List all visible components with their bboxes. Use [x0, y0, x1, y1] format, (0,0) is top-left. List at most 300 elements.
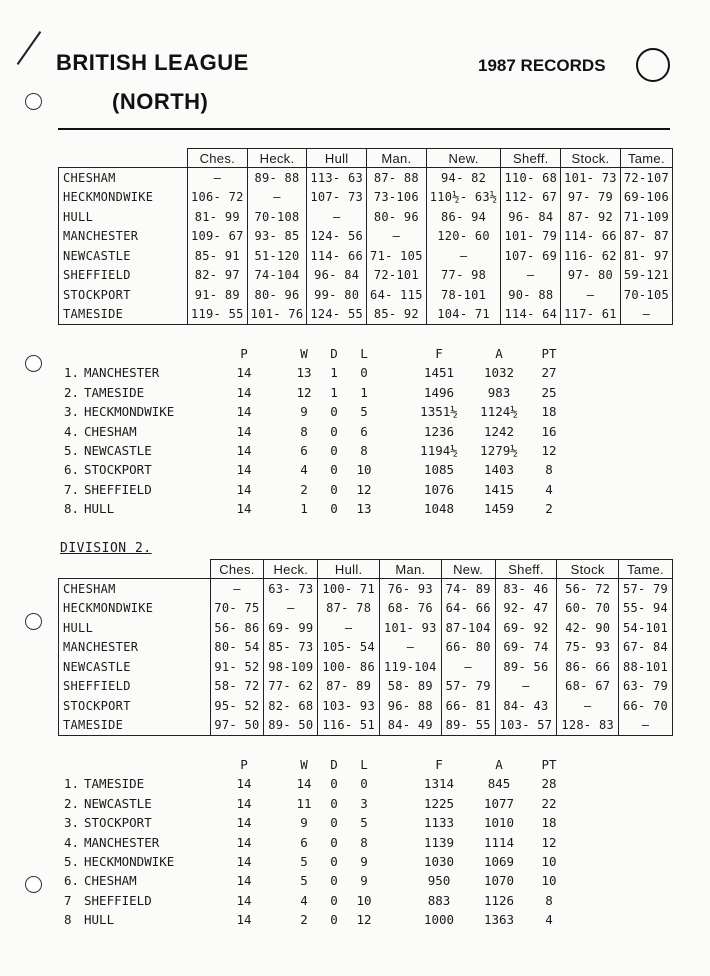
table-row	[59, 618, 673, 638]
result-cell: 68- 76	[380, 599, 442, 619]
result-cell: 82- 68	[264, 696, 318, 716]
standings-w: 14	[296, 776, 312, 792]
column-header: Ches.	[187, 149, 247, 168]
standings-a: 1415	[483, 481, 515, 497]
result-cell: 81- 99	[187, 207, 247, 227]
result-cell: 76- 93	[380, 579, 442, 599]
result-cell: 64- 66	[441, 599, 495, 619]
result-cell: 100- 71	[318, 579, 380, 599]
result-cell: 124- 55	[307, 305, 367, 325]
standings-a: 1459	[483, 501, 515, 517]
table-row	[59, 579, 673, 599]
standings-row	[64, 835, 584, 854]
standings-pos: 5.	[64, 853, 80, 869]
standings-d: 0	[330, 815, 338, 831]
result-cell: 57- 79	[619, 579, 673, 599]
standings-team: HULL	[84, 501, 115, 517]
standings-pos: 4.	[64, 423, 80, 439]
matrix-corner	[59, 149, 188, 168]
standings-f: 1314	[423, 776, 455, 792]
team-name: MANCHESTER	[59, 638, 211, 658]
result-cell: —	[247, 188, 307, 208]
standings-row	[64, 815, 584, 834]
standings-row	[64, 893, 584, 912]
binder-hole-icon	[25, 93, 42, 110]
standings-a: 1077	[483, 795, 515, 811]
standings-row	[64, 776, 584, 795]
standings-row	[64, 443, 584, 462]
standings-pos: 3.	[64, 404, 80, 420]
standings-pt: 25	[541, 384, 557, 400]
page-subtitle: (NORTH)	[112, 89, 209, 114]
standings-p: 14	[236, 404, 252, 420]
standings-p: 14	[236, 501, 252, 517]
standings-l: 12	[356, 481, 372, 497]
standings-l: 10	[356, 462, 372, 478]
table-row	[59, 188, 673, 208]
result-cell: 77- 62	[264, 677, 318, 697]
standings-d: 0	[330, 873, 338, 889]
result-cell: —	[426, 246, 501, 266]
standings-f: 950	[427, 873, 451, 889]
standings-pt: 4	[545, 912, 553, 928]
table-row	[59, 207, 673, 227]
result-cell: 74- 89	[441, 579, 495, 599]
standings-column-header: D	[330, 346, 338, 361]
result-cell: 128- 83	[557, 716, 619, 736]
team-name: SHEFFIELD	[59, 266, 188, 286]
column-header: Hull	[307, 149, 367, 168]
standings-row	[64, 365, 584, 384]
column-header: New.	[426, 149, 501, 168]
standings-team: MANCHESTER	[84, 834, 160, 850]
result-cell: 87- 78	[318, 599, 380, 619]
standings-f: 1225	[423, 795, 455, 811]
result-cell: 117- 61	[561, 305, 621, 325]
standings-a: 983	[487, 384, 511, 400]
result-cell: 78-101	[426, 285, 501, 305]
standings-pt: 28	[541, 776, 557, 792]
standings-pos: 4.	[64, 834, 80, 850]
column-header: Tame.	[620, 149, 672, 168]
result-cell: 89- 55	[441, 716, 495, 736]
result-cell: 81- 97	[620, 246, 672, 266]
standings-a: 1279½	[480, 442, 518, 458]
result-cell: 87- 88	[367, 168, 427, 188]
standings-pos: 2.	[64, 795, 80, 811]
table-row	[59, 638, 673, 658]
page-title: BRITISH LEAGUE	[56, 50, 249, 75]
standings-d: 1	[330, 365, 338, 381]
result-cell: —	[380, 638, 442, 658]
result-cell: 59-121	[620, 266, 672, 286]
standings-l: 5	[360, 404, 368, 420]
binder-hole-icon	[25, 355, 42, 372]
result-cell: 109- 67	[187, 227, 247, 247]
team-name: TAMESIDE	[59, 716, 211, 736]
standings-column-header: W	[300, 346, 308, 361]
standings-a: 1242	[483, 423, 515, 439]
standings-w: 9	[300, 404, 308, 420]
standings-column-header: PT	[541, 346, 557, 361]
standings-a: 1124½	[480, 404, 518, 420]
standings-w: 8	[300, 423, 308, 439]
standings-d: 0	[330, 462, 338, 478]
standings-f: 1194½	[420, 442, 458, 458]
result-cell: 107- 69	[501, 246, 561, 266]
result-cell: 86- 66	[557, 657, 619, 677]
standings-pt: 16	[541, 423, 557, 439]
standings-pos: 7.	[64, 481, 80, 497]
standings-team: NEWCASTLE	[84, 795, 152, 811]
result-cell: 97- 80	[561, 266, 621, 286]
standings-pos: 3.	[64, 815, 80, 831]
column-header: Man.	[367, 149, 427, 168]
standings-p: 14	[236, 912, 252, 928]
standings-row	[64, 482, 584, 501]
matrix-header-row	[59, 560, 673, 579]
result-cell: 83- 46	[495, 579, 557, 599]
records-label: 1987 RECORDS	[478, 56, 606, 75]
result-cell: 56- 86	[210, 618, 264, 638]
result-cell: 54-101	[619, 618, 673, 638]
standings-l: 8	[360, 834, 368, 850]
standings-p: 14	[236, 776, 252, 792]
binder-hole-icon	[25, 876, 42, 893]
result-cell: 116- 62	[561, 246, 621, 266]
result-cell: 107- 73	[307, 188, 367, 208]
result-cell: 97- 79	[561, 188, 621, 208]
result-cell: 92- 47	[495, 599, 557, 619]
standings-w: 4	[300, 892, 308, 908]
standings-column-header: A	[495, 757, 503, 772]
standings-a: 845	[487, 776, 511, 792]
team-name: HULL	[59, 618, 211, 638]
standings-pt: 18	[541, 404, 557, 420]
standings-pt: 12	[541, 834, 557, 850]
table-row	[59, 227, 673, 247]
standings-team: NEWCASTLE	[84, 442, 152, 458]
result-cell: 69- 99	[264, 618, 318, 638]
standings-a: 1069	[483, 853, 515, 869]
table-row	[59, 305, 673, 325]
circle-mark-icon	[636, 48, 670, 82]
result-cell: 119-104	[380, 657, 442, 677]
result-cell: 72-101	[367, 266, 427, 286]
standings-p: 14	[236, 853, 252, 869]
team-name: NEWCASTLE	[59, 657, 211, 677]
standings-column-header: L	[360, 757, 368, 772]
result-cell: 116- 51	[318, 716, 380, 736]
standings-f: 1076	[423, 481, 455, 497]
standings-w: 4	[300, 462, 308, 478]
standings-f: 1236	[423, 423, 455, 439]
standings-team: STOCKPORT	[84, 815, 152, 831]
result-cell: 80- 54	[210, 638, 264, 658]
standings-w: 9	[300, 815, 308, 831]
column-header: Hull.	[318, 560, 380, 579]
standings-d: 0	[330, 423, 338, 439]
standings-l: 0	[360, 365, 368, 381]
standings-p: 14	[236, 873, 252, 889]
result-cell: —	[367, 227, 427, 247]
standings-pt: 8	[545, 892, 553, 908]
result-cell: 89- 50	[264, 716, 318, 736]
standings-column-header: PT	[541, 757, 557, 772]
result-cell: —	[501, 266, 561, 286]
team-name: NEWCASTLE	[59, 246, 188, 266]
result-cell: 95- 52	[210, 696, 264, 716]
result-cell: —	[210, 579, 264, 599]
result-cell: 120- 60	[426, 227, 501, 247]
standings-column-header: P	[240, 757, 248, 772]
column-header: Stock.	[561, 149, 621, 168]
standings-w: 5	[300, 853, 308, 869]
standings-team: HECKMONDWIKE	[84, 404, 175, 420]
result-cell: 105- 54	[318, 638, 380, 658]
standings-pt: 2	[545, 501, 553, 517]
result-cell: —	[557, 696, 619, 716]
team-name: STOCKPORT	[59, 285, 188, 305]
standings-column-header: F	[435, 346, 443, 361]
result-cell: 57- 79	[441, 677, 495, 697]
result-cell: 58- 89	[380, 677, 442, 697]
result-cell: 70-105	[620, 285, 672, 305]
standings-row	[64, 424, 584, 443]
standings-a: 1126	[483, 892, 515, 908]
column-header: Stock	[557, 560, 619, 579]
standings-pos: 7	[64, 892, 72, 908]
result-cell: 91- 52	[210, 657, 264, 677]
column-header: New.	[441, 560, 495, 579]
standings-row	[64, 462, 584, 481]
standings-column-header: A	[495, 346, 503, 361]
standings-pt: 10	[541, 873, 557, 889]
result-cell: 71-109	[620, 207, 672, 227]
standings-d: 0	[330, 404, 338, 420]
result-cell: —	[187, 168, 247, 188]
result-cell: 91- 89	[187, 285, 247, 305]
result-cell: 96- 84	[307, 266, 367, 286]
standings-l: 12	[356, 912, 372, 928]
matrix-corner	[59, 560, 211, 579]
standings-l: 8	[360, 442, 368, 458]
result-cell: 114- 66	[561, 227, 621, 247]
result-cell: 51-120	[247, 246, 307, 266]
standings-pos: 8	[64, 912, 72, 928]
standings-p: 14	[236, 365, 252, 381]
result-cell: 89- 88	[247, 168, 307, 188]
result-cell: 66- 80	[441, 638, 495, 658]
standings-d: 0	[330, 795, 338, 811]
standings-p: 14	[236, 481, 252, 497]
standings-w: 6	[300, 442, 308, 458]
result-cell: 97- 50	[210, 716, 264, 736]
result-cell: 93- 85	[247, 227, 307, 247]
result-cell: 103- 57	[495, 716, 557, 736]
standings-d: 1	[330, 384, 338, 400]
standings-team: SHEFFIELD	[84, 892, 152, 908]
standings-row	[64, 796, 584, 815]
standings-a: 1114	[483, 834, 515, 850]
result-cell: 119- 55	[187, 305, 247, 325]
standings-team: CHESHAM	[84, 873, 137, 889]
standings-team: TAMESIDE	[84, 384, 145, 400]
standings-row	[64, 854, 584, 873]
result-cell: 101- 93	[380, 618, 442, 638]
result-cell: 110- 68	[501, 168, 561, 188]
result-cell: 71- 105	[367, 246, 427, 266]
column-header: Tame.	[619, 560, 673, 579]
result-cell: 60- 70	[557, 599, 619, 619]
standings-pos: 1.	[64, 776, 80, 792]
result-cell: 99- 80	[307, 285, 367, 305]
standings-pos: 2.	[64, 384, 80, 400]
column-header: Sheff.	[495, 560, 557, 579]
result-cell: 74-104	[247, 266, 307, 286]
result-cell: 85- 73	[264, 638, 318, 658]
result-cell: 77- 98	[426, 266, 501, 286]
standings-pt: 18	[541, 815, 557, 831]
standings-team: TAMESIDE	[84, 776, 145, 792]
team-name: CHESHAM	[59, 579, 211, 599]
standings-w: 13	[296, 365, 312, 381]
table-row	[59, 285, 673, 305]
team-name: SHEFFIELD	[59, 677, 211, 697]
standings-team: SHEFFIELD	[84, 481, 152, 497]
column-header: Man.	[380, 560, 442, 579]
standings-p: 14	[236, 442, 252, 458]
standings-l: 13	[356, 501, 372, 517]
standings-f: 1351½	[420, 404, 458, 420]
result-cell: 70- 75	[210, 599, 264, 619]
team-name: TAMESIDE	[59, 305, 188, 325]
standings-pos: 6.	[64, 462, 80, 478]
standings-f: 1030	[423, 853, 455, 869]
standings-column-header: P	[240, 346, 248, 361]
result-cell: 101- 76	[247, 305, 307, 325]
division2-standings	[64, 757, 584, 932]
standings-a: 1032	[483, 365, 515, 381]
standings-f: 1139	[423, 834, 455, 850]
result-cell: 87- 92	[561, 207, 621, 227]
result-cell: 110½- 63½	[426, 188, 501, 208]
result-cell: 42- 90	[557, 618, 619, 638]
standings-team: MANCHESTER	[84, 365, 160, 381]
result-cell: 101- 79	[501, 227, 561, 247]
result-cell: 68- 67	[557, 677, 619, 697]
result-cell: 80- 96	[367, 207, 427, 227]
result-cell: —	[264, 599, 318, 619]
result-cell: 75- 93	[557, 638, 619, 658]
standings-header-row	[64, 346, 584, 365]
standings-l: 5	[360, 815, 368, 831]
standings-d: 0	[330, 776, 338, 792]
result-cell: 88-101	[619, 657, 673, 677]
standings-l: 9	[360, 873, 368, 889]
standings-d: 0	[330, 834, 338, 850]
result-cell: —	[441, 657, 495, 677]
result-cell: 113- 63	[307, 168, 367, 188]
column-header: Heck.	[247, 149, 307, 168]
standings-f: 1048	[423, 501, 455, 517]
standings-row	[64, 873, 584, 892]
result-cell: 80- 96	[247, 285, 307, 305]
standings-team: HECKMONDWIKE	[84, 853, 175, 869]
result-cell: 124- 56	[307, 227, 367, 247]
table-row	[59, 696, 673, 716]
standings-f: 883	[427, 892, 451, 908]
result-cell: 67- 84	[619, 638, 673, 658]
standings-l: 0	[360, 776, 368, 792]
standings-a: 1070	[483, 873, 515, 889]
table-row	[59, 716, 673, 736]
standings-p: 14	[236, 462, 252, 478]
result-cell: —	[307, 207, 367, 227]
standings-w: 2	[300, 481, 308, 497]
standings-l: 10	[356, 892, 372, 908]
column-header: Heck.	[264, 560, 318, 579]
result-cell: 86- 94	[426, 207, 501, 227]
standings-d: 0	[330, 481, 338, 497]
division2-label: DIVISION 2.	[60, 541, 152, 556]
team-name: MANCHESTER	[59, 227, 188, 247]
standings-team: HULL	[84, 912, 115, 928]
standings-l: 3	[360, 795, 368, 811]
result-cell: 85- 91	[187, 246, 247, 266]
table-row	[59, 657, 673, 677]
result-cell: 90- 88	[501, 285, 561, 305]
result-cell: 55- 94	[619, 599, 673, 619]
result-cell: —	[561, 285, 621, 305]
standings-row	[64, 912, 584, 931]
standings-w: 1	[300, 501, 308, 517]
standings-a: 1010	[483, 815, 515, 831]
standings-row	[64, 385, 584, 404]
team-name: STOCKPORT	[59, 696, 211, 716]
standings-column-header: D	[330, 757, 338, 772]
result-cell: 69- 74	[495, 638, 557, 658]
standings-column-header: L	[360, 346, 368, 361]
division1-standings	[64, 346, 584, 521]
result-cell: 114- 66	[307, 246, 367, 266]
standings-p: 14	[236, 834, 252, 850]
standings-pt: 8	[545, 462, 553, 478]
result-cell: 89- 56	[495, 657, 557, 677]
result-cell: 103- 93	[318, 696, 380, 716]
standings-pt: 12	[541, 442, 557, 458]
result-cell: 63- 79	[619, 677, 673, 697]
standings-d: 0	[330, 892, 338, 908]
standings-d: 0	[330, 442, 338, 458]
result-cell: 112- 67	[501, 188, 561, 208]
standings-team: STOCKPORT	[84, 462, 152, 478]
standings-a: 1403	[483, 462, 515, 478]
standings-w: 5	[300, 873, 308, 889]
result-cell: 87- 87	[620, 227, 672, 247]
result-cell: 106- 72	[187, 188, 247, 208]
division1-results-matrix	[58, 148, 673, 325]
standings-d: 0	[330, 853, 338, 869]
header-rule	[58, 128, 670, 130]
standings-w: 11	[296, 795, 312, 811]
standings-pos: 1.	[64, 365, 80, 381]
standings-l: 9	[360, 853, 368, 869]
result-cell: 66- 70	[619, 696, 673, 716]
result-cell: 69- 92	[495, 618, 557, 638]
standings-p: 14	[236, 795, 252, 811]
table-row	[59, 677, 673, 697]
